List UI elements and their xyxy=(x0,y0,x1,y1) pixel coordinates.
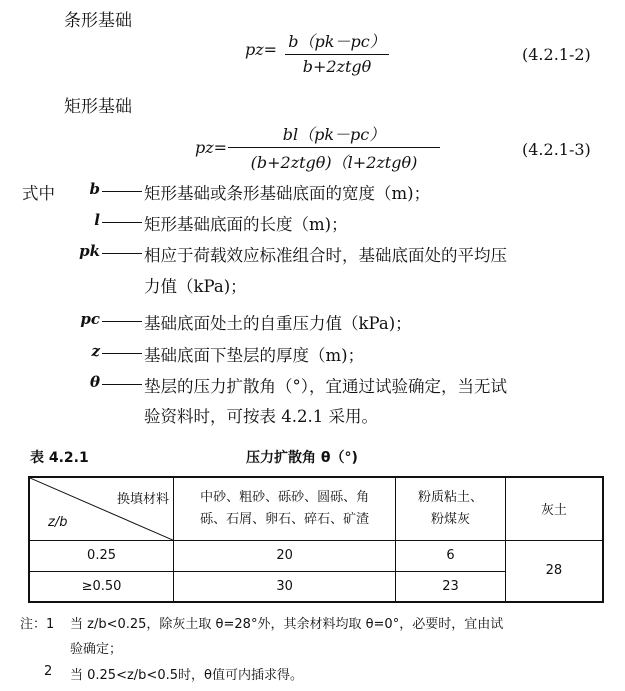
eq2-number: (4.2.1-3) xyxy=(522,140,591,159)
row2-zb: ≥0.50 xyxy=(29,571,174,602)
def-dash xyxy=(102,384,142,385)
eq1-fraction xyxy=(285,29,389,76)
eq1-number: (4.2.1-2) xyxy=(522,45,591,64)
table-row xyxy=(29,540,603,571)
def-text-b: 矩形基础或条形基础底面的宽度（m)； xyxy=(144,184,431,203)
def-dash xyxy=(102,222,142,223)
def-symbol-b: b xyxy=(89,180,100,198)
table-header-row xyxy=(29,477,603,540)
note2-number: 2 xyxy=(44,664,53,679)
row2-c2: 23 xyxy=(396,571,506,602)
def-dash xyxy=(102,191,142,192)
header-col2-line2: 粉煤灰 xyxy=(431,511,471,527)
header-col2-line1: 粉质粘土、 xyxy=(418,489,484,505)
corner-bottom-label: z/b xyxy=(48,514,68,530)
table-label: 表 4.2.1 xyxy=(30,450,89,466)
header-col2 xyxy=(396,477,506,540)
def-symbol-z: z xyxy=(91,342,100,360)
where-label: 式中 xyxy=(22,184,55,203)
row1-zb: 0.25 xyxy=(29,540,174,571)
note1-line2: 验确定； xyxy=(70,642,123,657)
eq2-numerator: bl（pk－pc） xyxy=(282,125,386,144)
eq2-fraction xyxy=(228,122,440,173)
header-col1 xyxy=(174,477,396,540)
def-text-pc: 基础底面处土的自重压力值（kPa)； xyxy=(144,314,412,333)
def-text-z: 基础底面下垫层的厚度（m)； xyxy=(144,346,365,365)
row1-c1: 20 xyxy=(174,540,396,571)
diffusion-angle-table xyxy=(28,476,604,603)
note2-text: 当 0.25<z/b<0.5时，θ值可内插求得。 xyxy=(70,668,303,683)
def-text-theta: 垫层的压力扩散角（°），宜通过试验确定，当无试 xyxy=(144,377,507,396)
corner-top-label: 换填材料 xyxy=(117,492,170,507)
eq2-lhs: pz= xyxy=(195,138,228,157)
row2-c1: 30 xyxy=(174,571,396,602)
eq2-fraction-bar xyxy=(228,147,440,148)
eq1-fraction-bar xyxy=(285,54,389,55)
eq1-lhs: pz= xyxy=(245,40,278,59)
row1-c2: 6 xyxy=(396,540,506,571)
note1-line1: 当 z/b<0.25，除灰土取 θ=28°外，其余材料均取 θ=0°，必要时，宜由试 xyxy=(70,617,504,632)
header-col1-line1: 中砂、粗砂、砾砂、圆砾、角 xyxy=(200,489,370,505)
eq2-denominator: (b+2ztgθ)（l+2ztgθ) xyxy=(250,153,418,172)
def-text-pk-cont: 力值（kPa)； xyxy=(144,277,247,296)
def-symbol-pc: pc xyxy=(80,310,100,328)
def-symbol-l: l xyxy=(94,211,100,229)
eq1-denominator: b+2ztgθ xyxy=(302,57,372,76)
def-text-l: 矩形基础底面的长度（m)； xyxy=(144,215,348,234)
def-dash xyxy=(102,353,142,354)
def-symbol-pk: pk xyxy=(79,242,100,260)
header-col3: 灰土 xyxy=(505,477,603,540)
c3-merged: 28 xyxy=(505,540,603,602)
eq1-numerator: b（pk－pc） xyxy=(288,32,386,51)
def-dash xyxy=(102,253,142,254)
note-label: 注：1 xyxy=(20,617,55,632)
table-title: 压力扩散角 θ（°) xyxy=(246,450,358,466)
def-text-theta-cont: 验资料时，可按表 4.2.1 采用。 xyxy=(144,407,378,426)
header-col1-line2: 砾、石屑、卵石、碎石、矿渣 xyxy=(200,511,370,527)
corner-cell xyxy=(29,477,174,540)
def-text-pk: 相应于荷载效应标准组合时，基础底面处的平均压 xyxy=(144,246,507,265)
def-dash xyxy=(102,321,142,322)
rect-foundation-heading: 矩形基础 xyxy=(64,97,132,117)
def-symbol-theta: θ xyxy=(89,373,100,391)
strip-foundation-heading: 条形基础 xyxy=(64,11,132,31)
